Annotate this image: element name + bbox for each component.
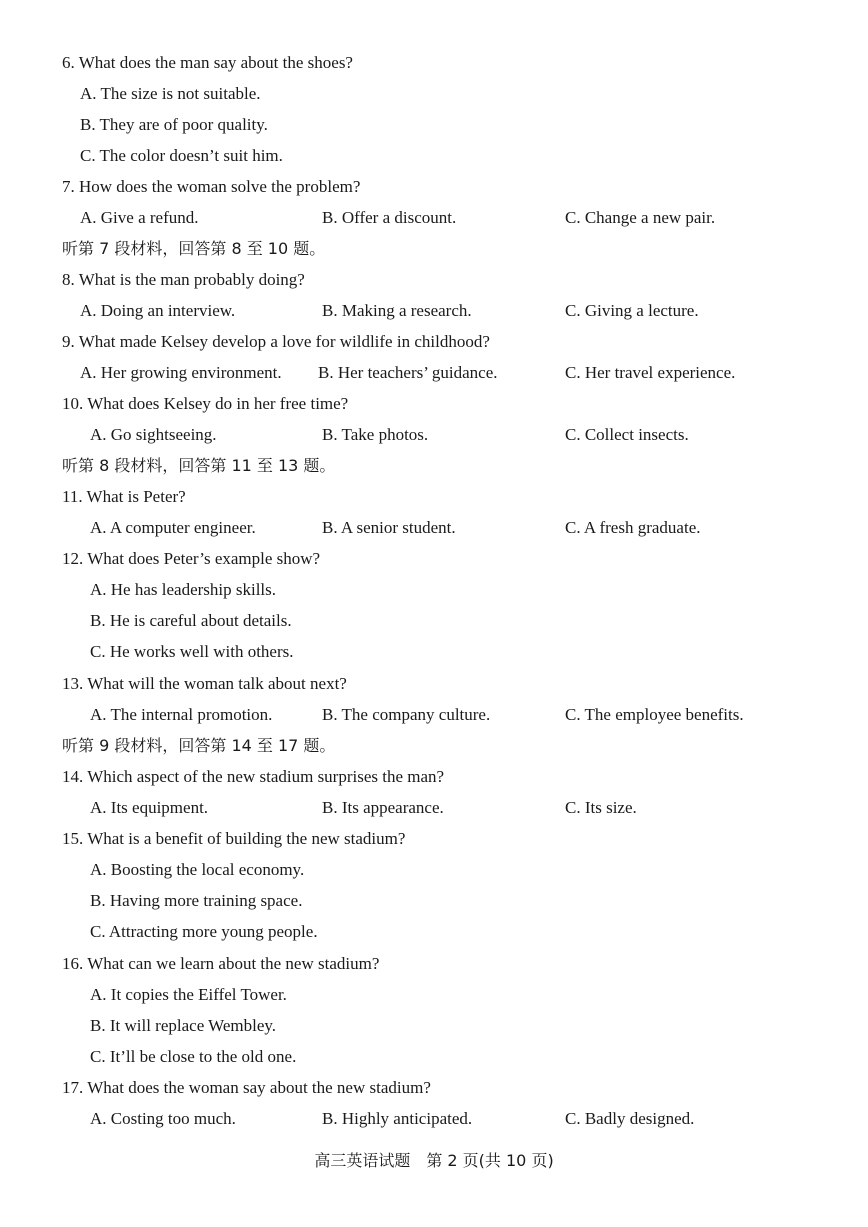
question-16: 16. What can we learn about the new stadium? (62, 954, 380, 973)
option-6b: B. They are of poor quality. (80, 115, 268, 134)
option-11b: B. A senior student. (322, 518, 456, 537)
option-14b: B. Its appearance. (322, 798, 444, 817)
option-11c: C. A fresh graduate. (565, 518, 701, 537)
option-9a: A. Her growing environment. (80, 363, 282, 382)
option-17c: C. Badly designed. (565, 1109, 695, 1128)
option-14c: C. Its size. (565, 798, 637, 817)
option-12c: C. He works well with others. (90, 642, 294, 661)
page-footer: 高三英语试题 第 2 页(共 10 页) (314, 1151, 554, 1170)
option-14a: A. Its equipment. (90, 798, 209, 817)
option-8a: A. Doing an interview. (80, 301, 236, 320)
option-7a: A. Give a refund. (80, 208, 199, 227)
question-9: 9. What made Kelsey develop a love for wildlife in childhood? (62, 332, 490, 351)
option-12b: B. He is careful about details. (90, 611, 292, 630)
option-16b: B. It will replace Wembley. (90, 1016, 277, 1035)
option-9b: B. Her teachers’ guidance. (318, 363, 498, 382)
option-13a: A. The internal promotion. (90, 705, 273, 724)
section-heading-8: 听第 8 段材料，回答第 11 至 13 题。 (62, 456, 336, 475)
option-15c: C. Attracting more young people. (90, 922, 318, 941)
option-11a: A. A computer engineer. (90, 518, 256, 537)
question-6: 6. What does the man say about the shoes? (62, 53, 353, 72)
option-8c: C. Giving a lecture. (565, 301, 699, 320)
option-16c: C. It’ll be close to the old one. (90, 1047, 297, 1066)
option-7b: B. Offer a discount. (322, 208, 457, 227)
question-7: 7. How does the woman solve the problem? (62, 177, 361, 196)
option-15b: B. Having more training space. (90, 891, 303, 910)
question-14: 14. Which aspect of the new stadium surprises the man? (62, 767, 445, 786)
option-6c: C. The color doesn’t suit him. (80, 146, 283, 165)
option-17b: B. Highly anticipated. (322, 1109, 473, 1128)
option-7c: C. Change a new pair. (565, 208, 716, 227)
option-9c: C. Her travel experience. (565, 363, 736, 382)
option-12a: A. He has leadership skills. (90, 580, 277, 599)
question-11: 11. What is Peter? (62, 487, 186, 506)
question-15: 15. What is a benefit of building the new stadium? (62, 829, 406, 848)
option-13c: C. The employee benefits. (565, 705, 744, 724)
option-10b: B. Take photos. (322, 425, 429, 444)
option-16a: A. It copies the Eiffel Tower. (90, 985, 287, 1004)
option-8b: B. Making a research. (322, 301, 472, 320)
question-17: 17. What does the woman say about the new stadium? (62, 1078, 431, 1097)
option-10c: C. Collect insects. (565, 425, 689, 444)
question-12: 12. What does Peter’s example show? (62, 549, 321, 568)
option-15a: A. Boosting the local economy. (90, 860, 305, 879)
option-6a: A. The size is not suitable. (80, 84, 261, 103)
question-8: 8. What is the man probably doing? (62, 270, 305, 289)
section-heading-9: 听第 9 段材料，回答第 14 至 17 题。 (62, 736, 336, 755)
question-10: 10. What does Kelsey do in her free time? (62, 394, 349, 413)
section-heading-7: 听第 7 段材料，回答第 8 至 10 题。 (62, 239, 326, 258)
option-17a: A. Costing too much. (90, 1109, 236, 1128)
question-13: 13. What will the woman talk about next? (62, 674, 347, 693)
option-13b: B. The company culture. (322, 705, 491, 724)
option-10a: A. Go sightseeing. (90, 425, 217, 444)
